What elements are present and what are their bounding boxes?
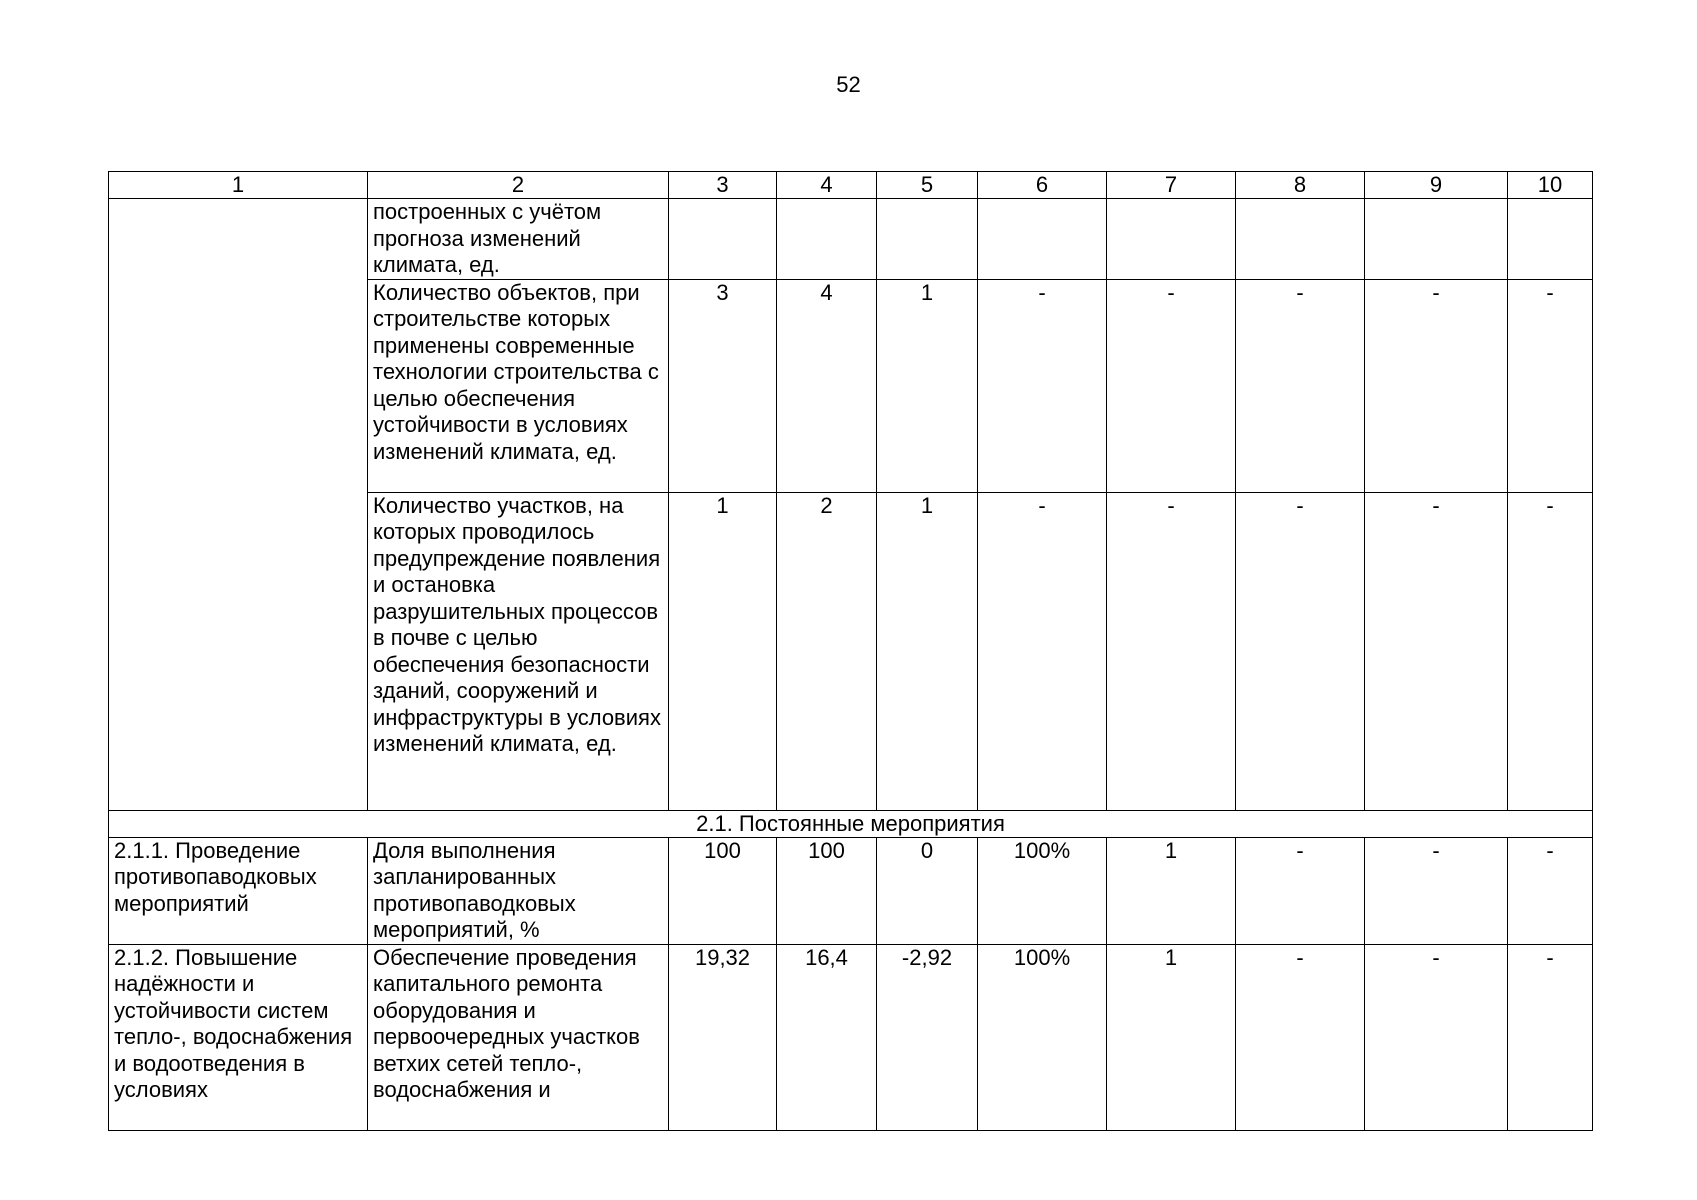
- value-cell: 16,4: [777, 944, 877, 1130]
- header-cell: 7: [1107, 172, 1236, 199]
- header-cell: 4: [777, 172, 877, 199]
- header-cell: 1: [109, 172, 368, 199]
- value-cell: -: [1365, 944, 1508, 1130]
- row-indicator-cell: Доля выполнения запланированных противопаводковых мероприятий, %: [368, 837, 669, 944]
- value-cell: -: [1365, 279, 1508, 492]
- value-cell: -: [1508, 944, 1593, 1130]
- table-row: [109, 199, 1593, 280]
- value-cell: 1: [877, 492, 978, 810]
- table-row: [109, 837, 1593, 944]
- value-cell: -: [1236, 944, 1365, 1130]
- page-number: 52: [836, 72, 861, 97]
- value-cell: [669, 199, 777, 280]
- header-cell: 3: [669, 172, 777, 199]
- value-cell: -: [978, 492, 1107, 810]
- value-cell: 19,32: [669, 944, 777, 1130]
- value-cell: -: [1365, 837, 1508, 944]
- value-cell: 1: [1107, 837, 1236, 944]
- row-measure-cell: 2.1.2. Повышение надёжности и устойчивости систем тепло-, водоснабжения и водоотведения в условиях: [109, 944, 368, 1130]
- row-indicator-cell: Количество объектов, при строительстве которых применены современные технологии строительства с целью обеспечения устойчивости в условиях изменений климата, ед.: [368, 279, 669, 492]
- value-cell: -: [1236, 837, 1365, 944]
- value-cell: 100: [669, 837, 777, 944]
- value-cell: 2: [777, 492, 877, 810]
- value-cell: [978, 199, 1107, 280]
- value-cell: [1365, 199, 1508, 280]
- value-cell: -: [1508, 492, 1593, 810]
- header-cell: 8: [1236, 172, 1365, 199]
- value-cell: 3: [669, 279, 777, 492]
- row-indicator-cell: Обеспечение проведения капитального ремонта оборудования и первоочередных участков ветхих сетей тепло-, водоснабжения и: [368, 944, 669, 1130]
- value-cell: 100%: [978, 944, 1107, 1130]
- value-cell: -2,92: [877, 944, 978, 1130]
- value-cell: 0: [877, 837, 978, 944]
- header-cell: 10: [1508, 172, 1593, 199]
- value-cell: [777, 199, 877, 280]
- value-cell: 100: [777, 837, 877, 944]
- value-cell: [1508, 199, 1593, 280]
- section-row: [109, 810, 1593, 837]
- table-header-row: [109, 172, 1593, 199]
- value-cell: -: [1107, 492, 1236, 810]
- value-cell: 1: [669, 492, 777, 810]
- value-cell: [877, 199, 978, 280]
- row-indicator-cell: Количество участков, на которых проводилось предупреждение появления и остановка разрушительных процессов в почве с целью обеспечения безопасности зданий, сооружений и инфраструктуры в условиях изменений климата, ед.: [368, 492, 669, 810]
- header-cell: 5: [877, 172, 978, 199]
- row-indicator-cell: построенных с учётом прогноза изменений климата, ед.: [368, 199, 669, 280]
- value-cell: 1: [877, 279, 978, 492]
- header-cell: 6: [978, 172, 1107, 199]
- header-cell: 2: [368, 172, 669, 199]
- section-title: 2.1. Постоянные мероприятия: [109, 810, 1593, 837]
- row-measure-cell: 2.1.1. Проведение противопаводковых мероприятий: [109, 837, 368, 944]
- value-cell: -: [978, 279, 1107, 492]
- value-cell: -: [1236, 492, 1365, 810]
- row-measure-cell: [109, 199, 368, 811]
- value-cell: 100%: [978, 837, 1107, 944]
- value-cell: 1: [1107, 944, 1236, 1130]
- indicators-table: [108, 171, 1593, 1131]
- value-cell: [1107, 199, 1236, 280]
- value-cell: [1236, 199, 1365, 280]
- value-cell: -: [1236, 279, 1365, 492]
- value-cell: -: [1107, 279, 1236, 492]
- table-row: [109, 944, 1593, 1130]
- header-cell: 9: [1365, 172, 1508, 199]
- value-cell: 4: [777, 279, 877, 492]
- value-cell: -: [1508, 837, 1593, 944]
- value-cell: -: [1508, 279, 1593, 492]
- value-cell: -: [1365, 492, 1508, 810]
